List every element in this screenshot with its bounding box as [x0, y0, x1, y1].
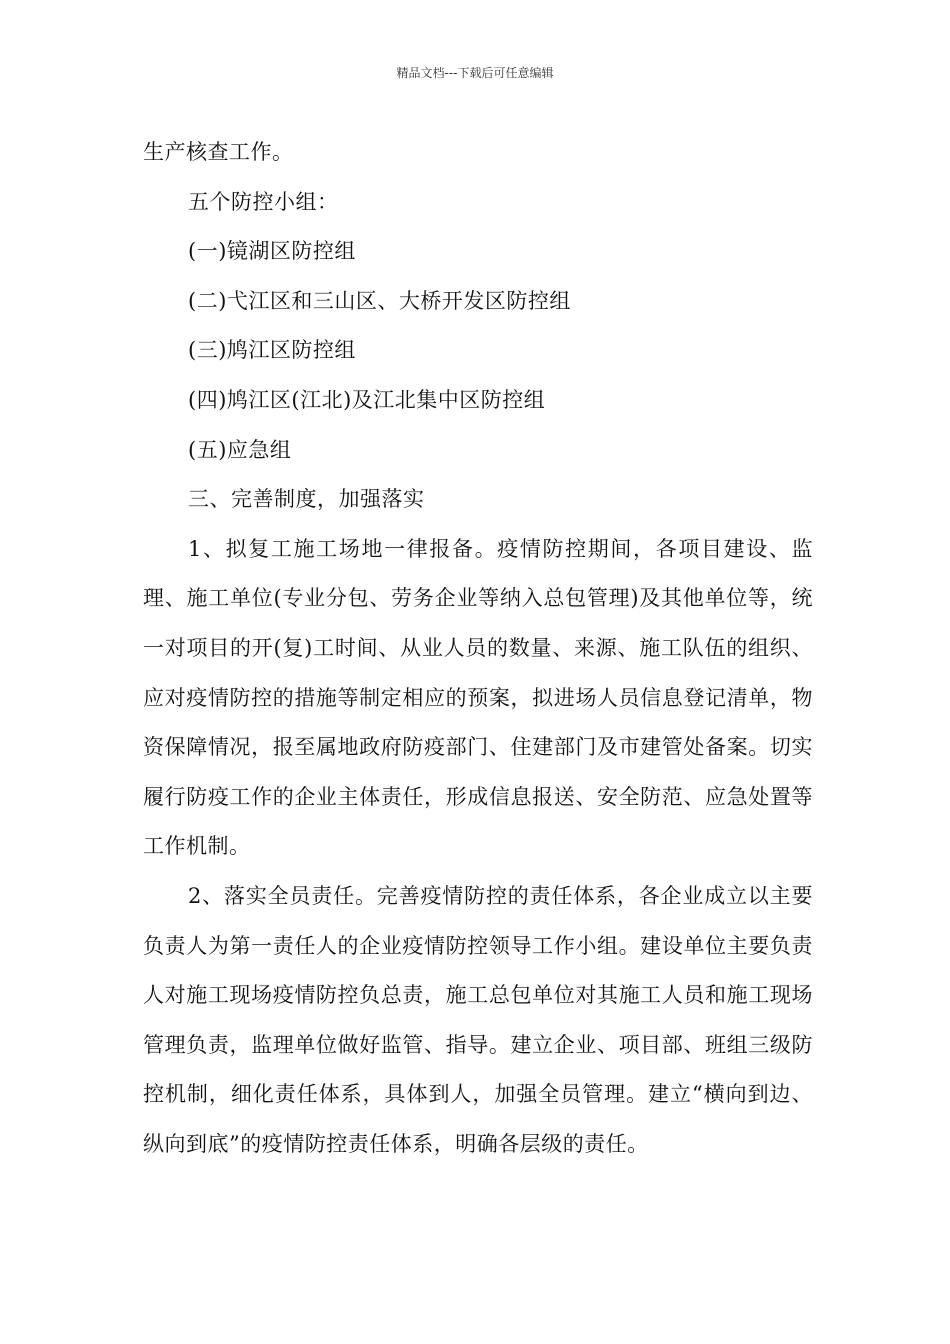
- list-item-group-5: (五)应急组: [188, 437, 292, 462]
- document-body: [143, 128, 813, 1169]
- section-heading: 三、完善制度，加强落实: [188, 487, 425, 512]
- paragraph-continuation: 生产核查工作。: [143, 140, 294, 164]
- paragraph-reporting: 1、拟复工施工场地一律报备。疫情防控期间，各项目建设、监理、施工单位(专业分包、劳务企业等纳入总包管理)及其他单位等，统一对项目的开(复)工时间、从业人员的数量、来源、施工队伍的组织、应对疫情防控的措施等制定相应的预案，拟进场人员信息登记清单，物资保障情况，报至属地政府防疫部门、住建部门及市建管处备案。切实履行防疫工作的企业主体责任，形成信息报送、安全防范、应急处置等工作机制。: [143, 536, 813, 859]
- paragraph-groups-intro: 五个防控小组：: [188, 189, 339, 214]
- list-item-group-4: (四)鸠江区(江北)及江北集中区防控组: [188, 387, 546, 412]
- list-item-group-2: (二)弋江区和三山区、大桥开发区防控组: [188, 288, 571, 313]
- page-header: 精品文档---下载后可任意编辑: [396, 66, 554, 80]
- paragraph-responsibility: 2、落实全员责任。完善疫情防控的责任体系，各企业成立以主要负责人为第一责任人的企业疫情防控领导工作小组。建设单位主要负责人对施工现场疫情防控负总责，施工总包单位对其施工人员和施工现场管理负责，监理单位做好监管、指导。建立企业、项目部、班组三级防控机制，细化责任体系，具体到人，加强全员管理。建立“横向到边、纵向到底”的疫情防控责任体系，明确各层级的责任。: [143, 883, 813, 1156]
- list-item-group-3: (三)鸠江区防控组: [188, 338, 356, 363]
- list-item-group-1: (一)镜湖区防控组: [188, 239, 356, 264]
